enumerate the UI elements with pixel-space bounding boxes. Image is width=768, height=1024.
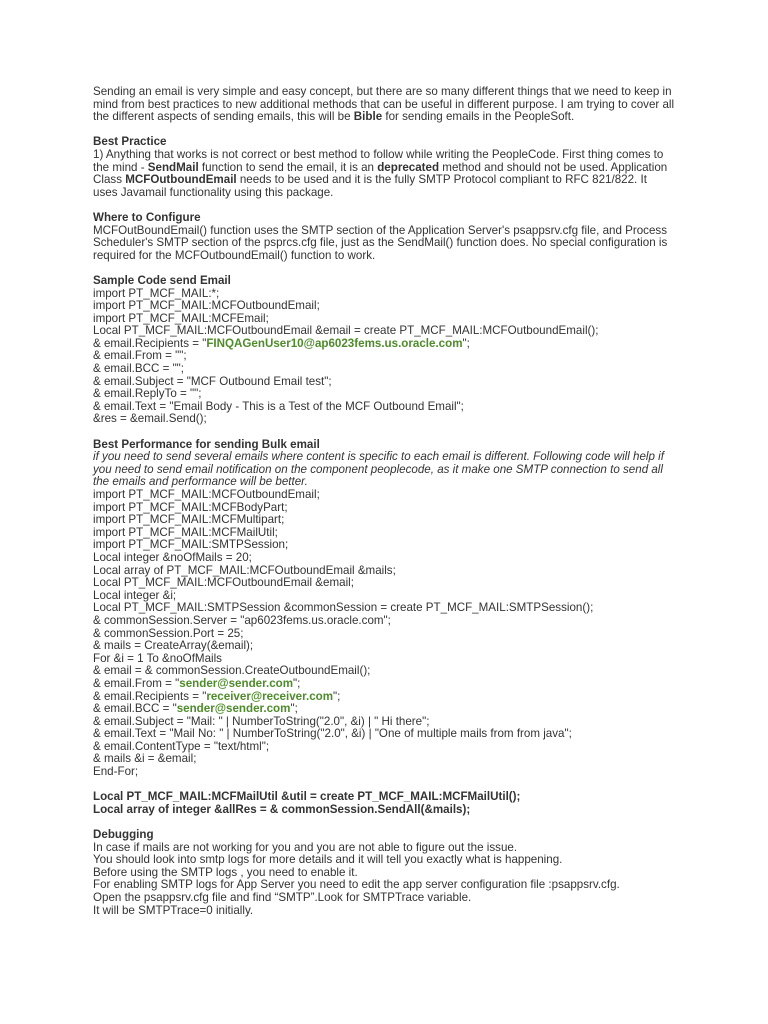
send-all-code-block [93, 791, 683, 816]
bulk-email-code-block [93, 489, 683, 779]
text-line: & email.Text = "Mail No: " | NumberToString("2.0", &i) | "One of multiple mails from from java"; [93, 727, 572, 741]
text-line: It will be SMTPTrace=0 initially. [93, 903, 254, 917]
best-practice-text [93, 149, 683, 199]
sample-code-heading: Sample Code send Email [93, 273, 231, 287]
text-line: the emails and performance will be better. [93, 475, 308, 489]
text-line: & email.BCC = ""; [93, 362, 185, 376]
bulk-email-heading: Best Performance for sending Bulk email [93, 437, 320, 451]
best-practice-heading: Best Practice [93, 135, 167, 149]
text-line: import PT_MCF_MAIL:MCFMultipart; [93, 513, 285, 527]
text-line: uses Javamail functionality using this package. [93, 185, 334, 199]
text-line: Before using the SMTP logs , you need to enable it. [93, 865, 358, 879]
text-line: MCFOutBoundEmail() function uses the SMTP section of the Application Server's psappsrv.cfg file, and Process [93, 223, 668, 237]
text-line: & email = & commonSession.CreateOutboundEmail(); [93, 664, 371, 678]
email-address: receiver@receiver.com [206, 689, 334, 703]
email-address: sender@sender.com [179, 676, 294, 690]
best-practice-section [93, 136, 683, 199]
text-line: Local PT_MCF_MAIL:MCFMailUtil &util = create PT_MCF_MAIL:MCFMailUtil(); [93, 790, 521, 804]
debugging-text [93, 842, 683, 918]
text-line: 1) Anything that works is not correct or best method to follow while writing the PeopleCode. First thing comes to [93, 147, 664, 161]
debugging-section [93, 829, 683, 917]
text-line: Class MCFOutboundEmail needs to be used and it is the fully SMTP Protocol compliant to RFC 821/822. It [93, 173, 647, 187]
debugging-heading: Debugging [93, 828, 154, 842]
text-line: you need to send email notification on the component peoplecode, as it make one SMTP connection to send all [93, 462, 663, 476]
text-line: & email.BCC = "sender@sender.com"; [93, 702, 298, 716]
text-line: Local array of integer &allRes = & commonSession.SendAll(&mails); [93, 802, 471, 816]
text-line: Scheduler's SMTP section of the psprcs.cfg file, just as the SendMail() function does. No special configuration is [93, 236, 668, 250]
text-line: & email.Recipients = "receiver@receiver.com"; [93, 689, 341, 703]
sample-code-block [93, 288, 683, 427]
text-line: & email.Subject = "MCF Outbound Email test"; [93, 374, 332, 388]
text-line: For enabling SMTP logs for App Server you need to edit the app server configuration file :psappsrv.cfg. [93, 878, 620, 892]
text-line: Local integer &noOfMails = 20; [93, 550, 252, 564]
text-line: Sending an email is very simple and easy concept, but there are so many different things that we need to keep in [93, 85, 672, 98]
text-line: Local integer &i; [93, 588, 177, 602]
text-line: the different aspects of sending emails, this will be Bible for sending emails in the PeopleSoft. [93, 110, 575, 124]
text-line: import PT_MCF_MAIL:MCFOutboundEmail; [93, 299, 320, 313]
text-line: & email.From = ""; [93, 349, 187, 363]
text-line: End-For; [93, 765, 139, 779]
email-address: FINQAGenUser10@ap6023fems.us.oracle.com [206, 336, 463, 350]
text-line: & commonSession.Port = 25; [93, 626, 244, 640]
bold-term: deprecated [377, 160, 440, 174]
text-line: import PT_MCF_MAIL:*; [93, 286, 220, 300]
where-to-configure-text [93, 225, 683, 263]
text-line: Local PT_MCF_MAIL:MCFOutboundEmail &email; [93, 576, 354, 590]
bold-term: MCFOutboundEmail [125, 173, 237, 187]
email-address: sender@sender.com [176, 702, 291, 716]
text-line: & email.From = "sender@sender.com"; [93, 676, 301, 690]
text-line: import PT_MCF_MAIL:SMTPSession; [93, 538, 289, 552]
bulk-email-section [93, 439, 683, 779]
text-line: import PT_MCF_MAIL:MCFOutboundEmail; [93, 488, 320, 501]
text-line: Local PT_MCF_MAIL:MCFOutboundEmail &email = create PT_MCF_MAIL:MCFOutboundEmail(); [93, 324, 599, 338]
text-line: import PT_MCF_MAIL:MCFBodyPart; [93, 500, 288, 514]
text-line: & email.ReplyTo = ""; [93, 387, 202, 401]
text-line: & email.Text = "Email Body - This is a Test of the MCF Outbound Email"; [93, 399, 464, 413]
sample-code-section [93, 275, 683, 426]
text-line: You should look into smtp logs for more details and it will tell you exactly what is happening. [93, 853, 563, 867]
text-line: mind from best practices to new additional methods that can be useful in different purpose. I am trying to cover all [93, 97, 675, 111]
text-line: required for the MCFOutboundEmail() function to work. [93, 248, 376, 262]
where-to-configure-heading: Where to Configure [93, 210, 201, 224]
text-line: & email.Subject = "Mail: " | NumberToString("2.0", &i) | " Hi there"; [93, 714, 430, 728]
text-line: Local array of PT_MCF_MAIL:MCFOutboundEmail &mails; [93, 563, 396, 577]
text-line: if you need to send several emails where content is specific to each email is different. Following code will help if [93, 450, 664, 464]
intro-paragraph [93, 86, 683, 124]
bold-term: Bible [353, 110, 383, 124]
where-to-configure-section [93, 212, 683, 262]
text-line: & mails &i = &email; [93, 752, 197, 766]
text-line: In case if mails are not working for you and you are not able to figure out the issue. [93, 840, 518, 854]
text-line: &res = &email.Send(); [93, 412, 207, 426]
text-line: import PT_MCF_MAIL:MCFEmail; [93, 311, 269, 325]
text-line: & email.Recipients = "FINQAGenUser10@ap6023fems.us.oracle.com"; [93, 336, 470, 350]
bulk-email-note [93, 451, 683, 489]
text-line: the mind - SendMail function to send the email, it is an deprecated method and should not be used. Application [93, 160, 668, 174]
text-line: Local PT_MCF_MAIL:SMTPSession &commonSession = create PT_MCF_MAIL:SMTPSession(); [93, 601, 594, 615]
text-line: & email.ContentType = "text/html"; [93, 739, 270, 753]
text-line: For &i = 1 To &noOfMails [93, 651, 222, 665]
text-line: & mails = CreateArray(&email); [93, 639, 254, 653]
text-line: & commonSession.Server = "ap6023fems.us.oracle.com"; [93, 613, 391, 627]
text-line: import PT_MCF_MAIL:MCFMailUtil; [93, 525, 278, 539]
document-body [93, 86, 683, 930]
text-line: Open the psappsrv.cfg file and find “SMTP”.Look for SMTPTrace variable. [93, 891, 472, 904]
bold-term: SendMail [147, 160, 199, 174]
